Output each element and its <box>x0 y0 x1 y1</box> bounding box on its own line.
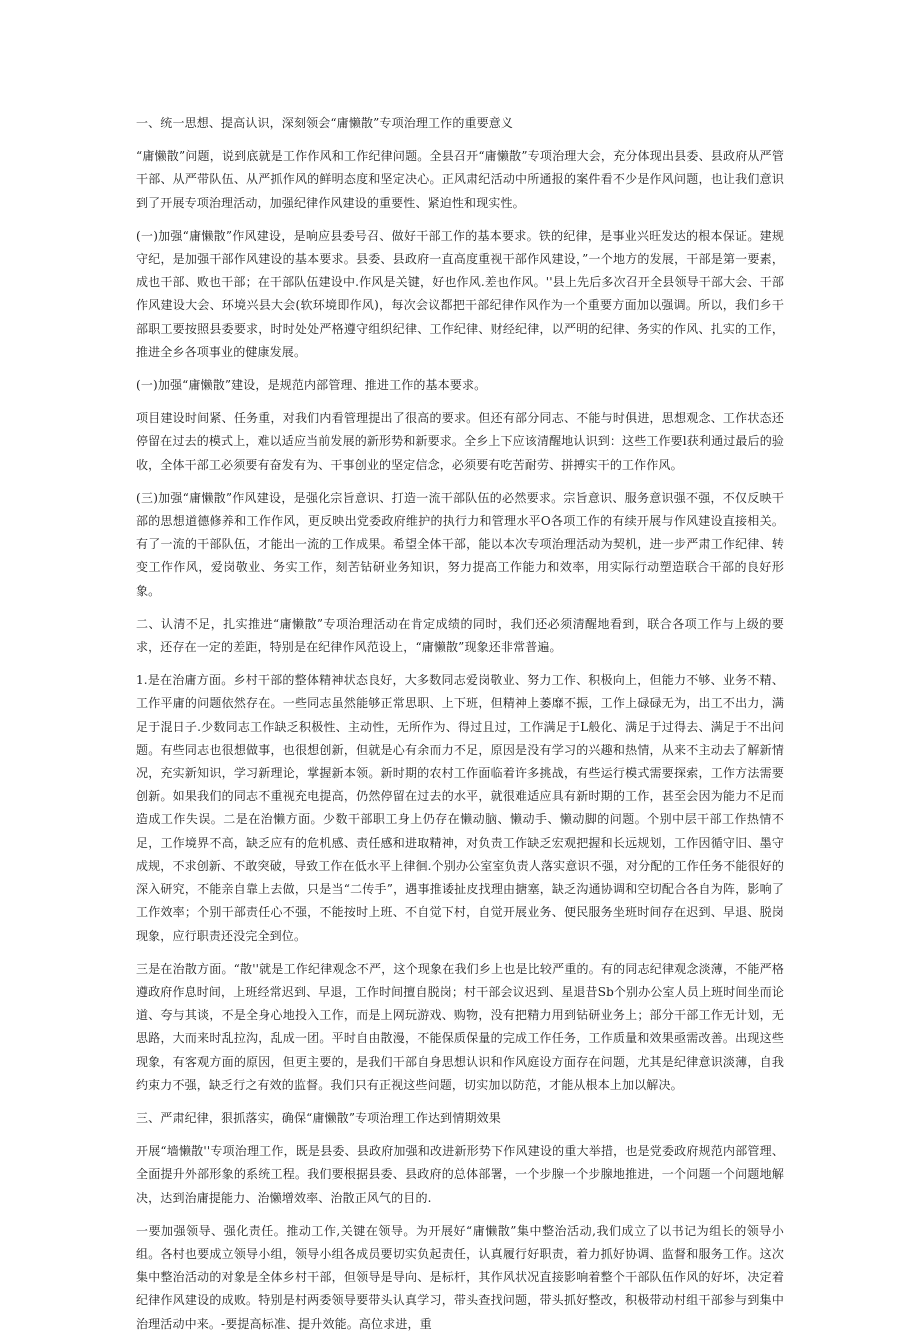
paragraph-point-3: (三)加强“庸懒散”作风建设，是强化宗旨意识、打造一流干部队伍的必然要求。宗旨意识、服务意识强不强，不仅反映干部的思想道德修养和工作作风，更反映出党委政府维护的执行力和管理水平O各项工作的有续开展与作风建设直接相关。有了一流的干部队伍，才能出一流的工作成果。希望全体干部，能以本次专项治理活动为契机，进一步严肃工作纪律、转变工作作风，爱岗敬业、务实工作，刻苦钻研业务知识，努力提高工作能力和效率，用实际行动塑造联合干部的良好形象。 <box>136 490 784 598</box>
paragraph-point-2: 项目建设时间紧、任务重，对我们内看管理提出了很高的要求。但还有部分同志、不能与时俱进，思想观念、工作状态还停留在过去的模式上，难以适应当前发展的新形势和新要求。全乡上下应该清醒地认识到：这些工作要l获利通过最后的验收，全体干部工必须要有奋发有为、干事创业的坚定信念，必须要有吃苦耐劳、拼搏实干的工作作风。 <box>136 411 784 472</box>
section-heading-1: 一、统一思想、提高认识，深刻领会“庸懒散”专项治理工作的重要意义 <box>136 116 514 130</box>
paragraph-zhisan: 三是在治散方面。“散''就是工作纪律观念不严，这个现象在我们乡上也是比较严重的。有的同志纪律观念淡薄，不能严格遵政府作息时间，上班经常迟到、早退，工作时间擅自脱岗；村干部会议迟到、星退昔Sb个别办公室人员上班时间坐而论道、夸与其谈，不是全身心地投入工作，而是上网玩游戏、购物，没有把精力用到钻研业务上；部分干部工作无计划，无思路，大而来时乱拉沟，乱成一团。平时自由散漫，不能保质保量的完成工作任务，工作质量和效果亟需改善。出现这些现象，有客观方面的原因，但更主要的，是我们干部自身思想认识和作风庭设方面存在问题，尤其是纪律意识淡薄，自我约束力不强，缺乏行之有效的监督。我们只有正视这些问题，切实加以防范，才能从根本上加以解决。 <box>136 961 785 1092</box>
paragraph-point-1: (一)加强“庸懒散”作风建设，是响应县委号召、做好干部工作的基本要求。铁的纪律，是事业兴旺发达的根本保证。建规守纪，是加强干部作风建设的基本要求。县委、县政府一直高度重视干部作风建设，”一个地方的发展，干部是第一要素，成也干部、败也干部；在干部队伍建设中.作风是关键，好也作风.差也作风。''县上先后多次召开全县领导干部大会、干部作风建设大会、环境兴县大会(软环境即作风)，每次会议都把干部纪律作风作为一个重要方面加以强调。所以，我们乡干部职工要按照县委要求，时时处处严格遵守组织纪律、工作纪律、财经纪律，以严明的纪律、务实的作风、扎实的工作，推进全乡各项事业的健康发展。 <box>136 228 784 359</box>
paragraph-leadership: 一要加强领导、强化责任。推动工作,关键在领导。为开展好“庸懒散”集中整治活动,我们成立了以书记为组长的领导小组。各村也要成立领导小组，领导小组各成员要切实负起责任，认真履行好职责，着力抓好协调、监督和服务工作。这次集中整治活动的对象是全体乡村干部，但领导是导向、是标杆，其作风状况直接影响着整个干部队伍作风的好坏，决定着纪律作风建设的成败。特别是村两委领导要带头认真学习，带头查找问题，带头抓好整改，积极带动村组干部参与到集中治理活动中来。-要提高标准、提升效能。高位求进，重 <box>136 1223 784 1331</box>
section-heading-2: 二、认清不足，扎实推进“庸懒散”专项治理活动在肯定成绩的同时，我们还必须清醒地看到，联合各项工作与上级的要求，还存在一定的差距，特别是在纪律作风范设上，“庸懒散”现象还非常普遍。 <box>136 616 784 655</box>
paragraph-zhiyong: 1.是在治庸方面。乡村干部的整体精神状态良好，大多数同志爱岗敬业、努力工作、积极向上，但能力不够、业务不精、工作平庸的问题依然存在。一些同志虽然能够正常思职、上下班，但精神上萎靡不振，工作上碌碌无为，出工不出力，满足于混日子.少数同志工作缺乏积极性、主动性，无所作为、得过且过，工作满足于L般化、满足于过得去、满足于不出问题。有些同志也很想做事，也很想创新，但就是心有余而力不足，原因是没有学习的兴趣和热情，从来不主动去了解新情况，充实新知识，学习新理论，掌握新本领。新时期的农村工作面临着许多挑战，有些运行模式需要探索，工作方法需要创新。如果我们的同志不重视充电提高，仍然停留在过去的水平，就很难适应具有新时期的工作，甚至会因为能力不足而造成工作失误。二是在治懒方面。少数干部职工身上仍存在懒动脑、懒动手、懒动脚的问题。个别中层干部工作热情不足，工作境界不高，缺乏应有的危机感、责任感和进取精神，对负责工作缺乏宏观把握和长远规划，工作因循守旧、墨守成规，不求创新、不敢突破，导致工作在低水平上律徊.个别办公室室负责人落实意识不强，对分配的工作任务不能很好的深入研究，不能亲自靠上去做，只是当“二传手”，遇事推诿扯皮找理由搪塞，缺乏沟通协调和空切配合各自为阵，影响了工作效率；个别干部责任心不强，不能按时上班、不自觉下村，自觉开展业务、便民服务坐班时间存在迟到、早退、脱岗现象，应行职责还没完全到位。 <box>136 673 784 943</box>
paragraph-intro: “庸懒散”问题，说到底就是工作作风和工作纪律问题。全县召开“庸懒散”专项治理大会，充分体现出县委、县政府从严管干部、从严带队伍、从严抓作风的鲜明态度和坚定决心。正风肃纪活动中所通报的案件看不少是作风问题，也让我们意识到了开展专项治理活动，加强纪律作风建设的重要性、紧迫性和现实性。 <box>136 149 784 210</box>
paragraph-section-3-intro: 开展“墙懒散''专项治理工作，既是县委、县政府加强和改进新形势下作风建设的重大举措，也是党委政府规范内部管理、全面提升外部形象的系统工程。我们要根据县委、县政府的总体部署，一个步腺一个步腺地推进，一个问题一个问题地解决，达到治庸提能力、治懒增效率、治散正风气的目的. <box>136 1144 784 1205</box>
section-heading-3: 三、严肃纪律，狠抓落实，确保“庸懒散”专项治理工作达到情期效果 <box>136 1110 501 1125</box>
paragraph-point-2-heading: (一)加强“庸懒散”建设，是规范内部管理、推进工作的基本要求。 <box>136 378 487 393</box>
